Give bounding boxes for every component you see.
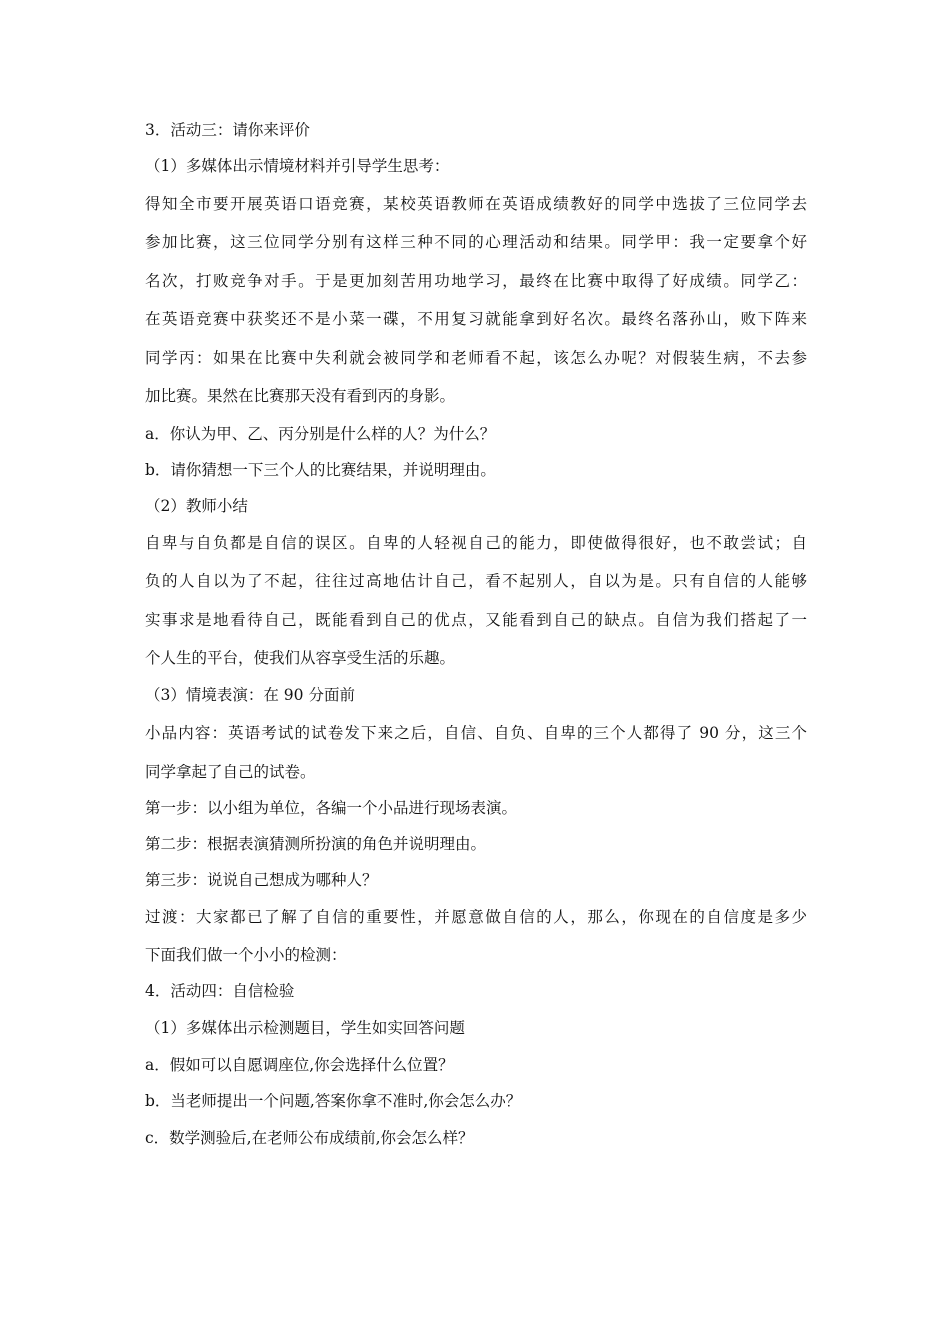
paragraph-line: 负的人自以为了不起，往往过高地估计自己，看不起别人，自以为是。只有自信的人能够 bbox=[145, 572, 807, 590]
paragraph-line: 在英语竞赛中获奖还不是小菜一碟，不用复习就能拿到好名次。最终名落孙山，败下阵来 bbox=[145, 310, 807, 328]
paragraph-line: 名次，打败竞争对手。于是更加刻苦用功地学习，最终在比赛中取得了好成绩。同学乙： bbox=[145, 272, 807, 290]
paragraph-line: 实事求是地看待自己，既能看到自己的优点，又能看到自己的缺点。自信为我们搭起了一 bbox=[145, 611, 807, 629]
question-a: a．假如可以自愿调座位,你会选择什么位置？ bbox=[145, 1056, 454, 1074]
question-b: b．请你猜想一下三个人的比赛结果，并说明理由。 bbox=[145, 461, 496, 479]
step-2: 第二步：根据表演猜测所扮演的角色并说明理由。 bbox=[145, 835, 487, 853]
paragraph-line: 自卑与自负都是自信的误区。自卑的人轻视自己的能力，即使做得很好，也不敢尝试；自 bbox=[145, 534, 807, 552]
section-heading-activity-3: 3．活动三：请你来评价 bbox=[145, 121, 310, 139]
question-b: b．当老师提出一个问题,答案你拿不准时,你会怎么办？ bbox=[145, 1092, 522, 1110]
subsection-heading: （1）多媒体出示情境材料并引导学生思考： bbox=[145, 157, 450, 175]
step-3: 第三步：说说自己想成为哪种人？ bbox=[145, 871, 378, 889]
paragraph-line: 过渡：大家都已了解了自信的重要性，并愿意做自信的人，那么，你现在的自信度是多少 bbox=[145, 908, 807, 926]
paragraph-line: 同学丙：如果在比赛中失利就会被同学和老师看不起，该怎么办呢？对假装生病，不去参 bbox=[145, 349, 807, 367]
paragraph-line: 同学拿起了自己的试卷。 bbox=[145, 763, 316, 781]
paragraph-line: 加比赛。果然在比赛那天没有看到丙的身影。 bbox=[145, 387, 456, 405]
paragraph-line: 个人生的平台，使我们从容享受生活的乐趣。 bbox=[145, 649, 456, 667]
paragraph-line: 得知全市要开展英语口语竞赛，某校英语教师在英语成绩教好的同学中选拔了三位同学去 bbox=[145, 195, 807, 213]
question-a: a．你认为甲、乙、丙分别是什么样的人？为什么？ bbox=[145, 425, 496, 443]
subsection-heading: （1）多媒体出示检测题目，学生如实回答问题 bbox=[145, 1019, 465, 1037]
paragraph-line: 小品内容：英语考试的试卷发下来之后，自信、自负、自卑的三个人都得了 90 分，这三个 bbox=[145, 724, 807, 742]
section-heading-activity-4: 4．活动四：自信检验 bbox=[145, 982, 295, 1000]
question-c: c．数学测验后,在老师公布成绩前,你会怎么样？ bbox=[145, 1129, 474, 1147]
paragraph-line: 下面我们做一个小小的检测： bbox=[145, 946, 347, 964]
subsection-heading: （3）情境表演：在 90 分面前 bbox=[145, 686, 355, 704]
subsection-heading: （2）教师小结 bbox=[145, 497, 248, 515]
step-1: 第一步：以小组为单位，各编一个小品进行现场表演。 bbox=[145, 799, 518, 817]
paragraph-line: 参加比赛，这三位同学分别有这样三种不同的心理活动和结果。同学甲：我一定要拿个好 bbox=[145, 233, 807, 251]
